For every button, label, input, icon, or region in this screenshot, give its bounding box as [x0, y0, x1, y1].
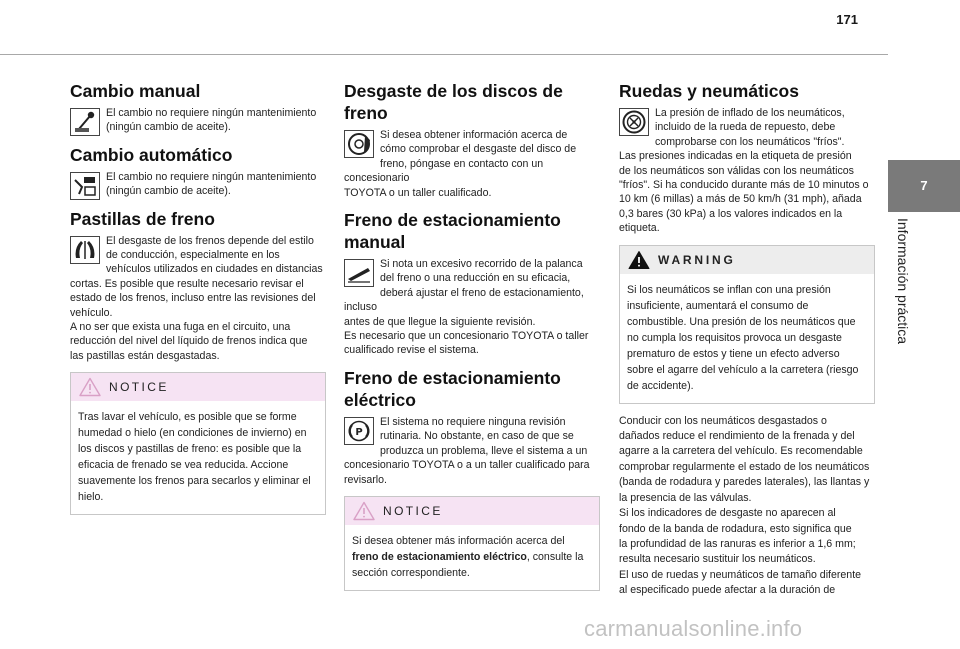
manual-gearbox-icon — [70, 108, 100, 136]
title-line: freno — [344, 103, 388, 123]
text-line: El cambio no requiere ningún mantenimiento — [106, 170, 317, 183]
title-line: Freno de estacionamiento — [344, 210, 561, 231]
text-line: del freno o una reducción en su eficacia, — [380, 272, 571, 285]
text-line — [352, 549, 591, 565]
parking-brake-lever-icon — [344, 259, 374, 287]
text-line: rutinaria. No obstante, en caso de que se — [380, 430, 574, 443]
text-line: Conducir con los neumáticos desgastados o — [619, 414, 827, 427]
warning-box — [619, 245, 875, 404]
warning-triangle-icon — [353, 501, 375, 521]
text-line: (ningún cambio de aceite). — [106, 185, 231, 198]
text-line: El desgaste de los frenos depende del estilo — [106, 234, 314, 247]
text-line: La presión de inflado de los neumáticos, — [655, 107, 845, 119]
section-text — [344, 415, 600, 487]
section-brake-disc-wear — [344, 80, 600, 200]
text-line: incluido de la rueda de repuesto, debe — [655, 121, 836, 134]
text-line: estado de los frenos, incluso entre las revisiones del — [70, 292, 316, 305]
section-title: Pastillas de freno — [70, 208, 215, 229]
text-line: prematuro de estos y tiene un efecto adverso — [627, 347, 840, 360]
title-line: Desgaste de los discos de — [344, 81, 563, 101]
text-line: suavemente los frenos para secarlos y eliminar el — [78, 475, 311, 488]
notice-body — [345, 525, 599, 590]
text-line: revisarlo. — [344, 473, 387, 486]
text-line: concesionario TOYOTA o a un taller cualificado para — [344, 459, 590, 472]
text-line: cortas. Es posible que resulte necesario revisar el — [70, 277, 304, 290]
title-line: Freno de estacionamiento — [344, 367, 561, 388]
column-3 — [619, 80, 875, 599]
section-title — [344, 209, 600, 253]
warning-triangle-icon — [79, 377, 101, 397]
text-line: deberá ajustar el freno de estacionamiento, incluso — [344, 286, 584, 314]
text-line: las pastillas están desgastadas. — [70, 349, 220, 362]
section-text — [344, 128, 600, 200]
text-line: TOYOTA o un taller cualificado. — [344, 186, 492, 199]
section-wheels-tyres — [619, 80, 875, 236]
text-line: al especificado puede afectar a la duración de — [619, 584, 836, 597]
section-text — [70, 170, 326, 199]
text-line: dañados reduce el rendimiento de la frenada y del — [619, 430, 855, 443]
title-line: eléctrico — [344, 389, 416, 410]
text-line: Tras lavar el vehículo, es posible que se forme — [78, 411, 297, 424]
section-text — [70, 234, 326, 364]
warning-triangle-icon — [628, 250, 650, 270]
warning-title: WARNING — [658, 252, 736, 267]
section-title — [344, 80, 600, 124]
bold-reference: freno de estacionamiento eléctrico — [352, 550, 527, 563]
notice-title: NOTICE — [109, 380, 169, 395]
text-line: (banda de rodadura y paredes laterales), las llantas y — [619, 476, 870, 489]
automatic-gearbox-icon — [70, 172, 100, 200]
section-manual-gearbox — [70, 80, 326, 135]
notice-header — [345, 497, 599, 525]
text-line: Si desea obtener información acerca de — [380, 129, 568, 141]
section-title: Cambio automático — [70, 144, 233, 165]
section-text — [344, 257, 600, 358]
text-line: 10 km (6 millas) a más de 50 km/h (31 mph), añada — [619, 193, 862, 206]
notice-box — [344, 496, 600, 591]
text-line: fondo de la banda de rodadura, esto significa que — [619, 522, 852, 535]
text-line: freno, póngase en contacto con un concesionario — [344, 157, 544, 185]
wheel-icon — [619, 108, 649, 136]
column-2 — [344, 80, 600, 601]
text-line: resulta necesario sustituir los neumáticos. — [619, 553, 816, 566]
text-line: (ningún cambio de aceite). — [106, 121, 231, 134]
text-line: vehículos utilizados en ciudades en distancias — [106, 263, 323, 276]
section-brake-pads — [70, 208, 326, 364]
chapter-label: Información práctica — [895, 218, 911, 345]
notice-body — [71, 401, 325, 514]
text-line: etiqueta. — [619, 222, 660, 235]
text-line: antes de que llegue la siguiente revisión. — [344, 315, 536, 328]
warning-header — [620, 246, 874, 274]
text-line: la profundidad de las ranuras es inferior a 1,6 mm; — [619, 537, 856, 550]
electric-parking-brake-icon — [344, 417, 374, 445]
section-manual-parking-brake — [344, 209, 600, 358]
text-line: de conducción, especialmente en los — [106, 249, 280, 262]
text-line: 0,3 bares (30 kPa) a los valores indicados en la — [619, 207, 843, 220]
text-line: cómo comprobar el desgaste del disco de — [380, 143, 577, 156]
chapter-tab[interactable]: 7 — [888, 160, 960, 212]
section-text — [70, 106, 326, 135]
text-line: vehículo. — [70, 306, 113, 319]
section-text-tyre-wear — [619, 414, 875, 599]
section-title: Cambio manual — [70, 81, 201, 101]
section-electric-parking-brake — [344, 367, 600, 487]
text-line: A no ser que exista una fuga en el circuito, una — [70, 321, 291, 334]
notice-box — [70, 372, 326, 515]
text-line: los discos y pastillas de freno: es posible que la — [78, 443, 302, 456]
text-line: agarre a la carretera del vehículo. Es recomendable — [619, 445, 863, 458]
text-line: Si los indicadores de desgaste no aparecen al — [619, 507, 836, 520]
text-line: combustible. Una presión de los neumáticos que — [627, 315, 856, 328]
text-line: insuficiente, aumentará el consumo de — [627, 299, 809, 312]
chapter-label-container — [895, 218, 909, 358]
text-line: Si desea obtener más información acerca del — [352, 534, 565, 547]
text-line: no cumpla los requisitos provoca un desgaste — [627, 331, 842, 344]
text-line: El cambio no requiere ningún mantenimiento — [106, 107, 317, 119]
text-line: Es necesario que un concesionario TOYOTA o taller — [344, 330, 589, 343]
notice-title: NOTICE — [383, 503, 443, 518]
title-line: manual — [344, 232, 406, 253]
text-fragment: , consulte la — [526, 550, 584, 563]
section-title: Ruedas y neumáticos — [619, 81, 799, 101]
text-line: de los neumáticos son válidas con los neumáticos — [619, 164, 854, 177]
text-line: comprobar regularmente el estado de los neumáticos — [619, 460, 870, 473]
watermark: carmanualsonline.info — [584, 616, 803, 641]
text-line: comprobarse con los neumáticos "fríos". — [655, 135, 845, 148]
section-automatic-gearbox — [70, 144, 326, 199]
section-text — [619, 106, 875, 236]
brake-pads-icon — [70, 236, 100, 264]
text-line: Las presiones indicadas en la etiqueta de presión — [619, 150, 852, 163]
text-line: produzca un problema, lleve el sistema a un — [380, 444, 588, 457]
text-line: El uso de ruedas y neumáticos de tamaño diferente — [619, 568, 862, 581]
brake-disc-icon — [344, 130, 374, 158]
text-line: reducción del nivel del líquido de frenos indica que — [70, 335, 308, 348]
text-line: eficacia de frenado se vea reducida. Accione — [78, 459, 289, 472]
text-line: cualificado revise el sistema. — [344, 344, 479, 357]
text-line: humedad o hielo (en condiciones de invierno) en — [78, 427, 307, 440]
text-line: la presencia de las válvulas. — [619, 491, 752, 504]
svg-text:P: P — [355, 426, 363, 438]
column-1 — [70, 80, 326, 525]
text-line: sobre el agarre del vehículo a la carretera (riesgo — [627, 363, 859, 376]
text-line: El sistema no requiere ninguna revisión — [380, 415, 566, 428]
text-line: "fríos". Si ha conducido durante más de 10 minutos o — [619, 179, 869, 192]
notice-header — [71, 373, 325, 401]
text-line: sección correspondiente. — [352, 566, 470, 579]
page-number: 171 — [836, 12, 858, 27]
section-title — [344, 367, 600, 411]
text-line: Si nota un excesivo recorrido de la palanca — [380, 258, 583, 271]
warning-body — [620, 274, 874, 403]
text-line: de accidente). — [627, 379, 694, 392]
header-rule — [0, 54, 888, 55]
text-line: Si los neumáticos se inflan con una presión — [627, 283, 831, 296]
text-line: hielo. — [78, 491, 104, 504]
